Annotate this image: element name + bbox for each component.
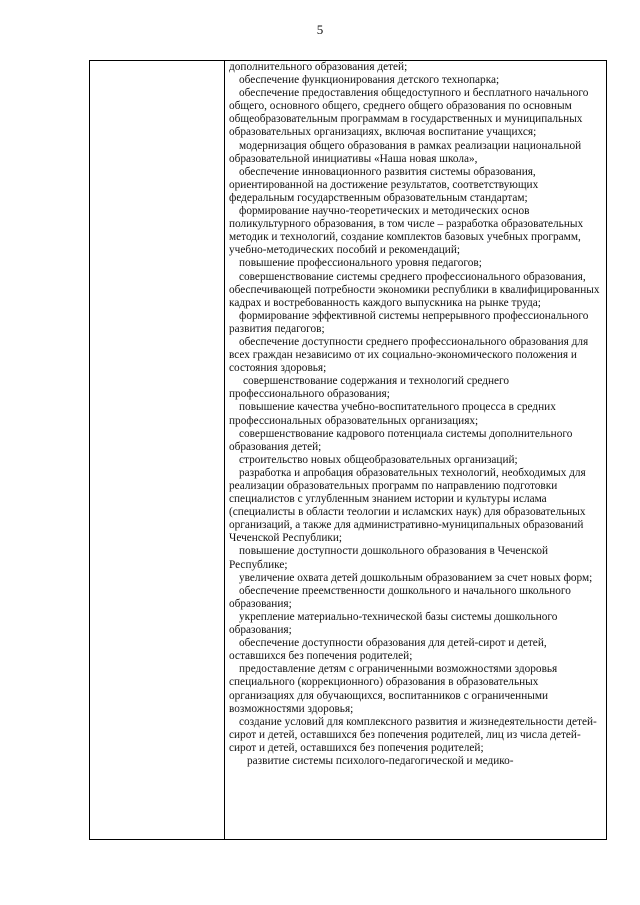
- paragraph: обеспечение доступности среднего профессионального образования для всех граждан независимо от их социально-экономического положения и состояния здоровья;: [229, 335, 589, 375]
- paragraph: обеспечение инновационного развития системы образования, ориентированной на достижение результатов, соответствующих федеральным государственным образовательным стандартам;: [229, 165, 539, 204]
- paragraph: строительство новых общеобразовательных организаций;: [239, 453, 518, 466]
- paragraph: совершенствование системы среднего профессионального образования, обеспечивающей потребности экономики республики в квалифицированных кадрах и востребованность каждого выпускника на рынке труда;: [229, 270, 600, 309]
- paragraph: развитие системы психолого-педагогической и медико-: [247, 754, 514, 767]
- paragraph: обеспечение доступности образования для детей-сирот и детей, оставшихся без попечения родителей;: [229, 637, 547, 663]
- paragraph: предоставление детям с ограниченными возможностями здоровья специального (коррекционного) образования в образовательных организациях для обучающихся, воспитанников с ограниченными возможностями здоровья;: [229, 663, 558, 715]
- table-left-column: [90, 61, 225, 839]
- paragraph: формирование научно-теоретических и методических основ поликультурного образования, в том числе – разработка образовательных методик и технологий, создание комплектов базовых учебных программ, учебно-методических пособий и рекомендаций;: [229, 205, 584, 257]
- paragraph: повышение профессионального уровня педагогов;: [239, 257, 482, 270]
- paragraph: совершенствование содержания и технологий среднего профессионального образования;: [229, 375, 510, 401]
- paragraph: увеличение охвата детей дошкольным образованием за счет новых форм;: [239, 571, 593, 584]
- paragraph: повышение доступности дошкольного образования в Чеченской Республике;: [229, 545, 549, 571]
- paragraph: обеспечение предоставления общедоступного и бесплатного начального общего, основного общего, среднего общего образования по основным общеобразовательным программам в государственных и муниципальных образовательных организациях, включая воспитание учащихся;: [229, 87, 589, 139]
- table-right-column: [225, 61, 606, 839]
- paragraph: повышение качества учебно-воспитательного процесса в средних профессиональных образовательных организациях;: [229, 401, 556, 427]
- paragraph: модернизация общего образования в рамках реализации национальной образовательной инициативы «Наша новая школа»,: [229, 139, 582, 165]
- paragraph: создание условий для комплексного развития и жизнедеятельности детей-сирот и детей, оставшихся без попечения родителей, лиц из числа детей-сирот и детей, оставшихся без попечения родителей;: [229, 715, 597, 754]
- paragraph: обеспечение функционирования детского технопарка;: [239, 74, 500, 87]
- paragraph: формирование эффективной системы непрерывного профессионального развития педагогов;: [229, 309, 589, 335]
- paragraph: дополнительного образования детей;: [229, 61, 408, 73]
- document-table: [89, 60, 607, 840]
- page-number: 5: [316, 22, 324, 37]
- paragraph: разработка и апробация образовательных технологий, необходимых для реализации образовательных программ по направлению подготовки специалистов с углубленным знанием истории и культуры ислама (специалисты в области теологии и исламских наук) для образовательных организаций, а также для административно-муниципальных образований Чеченской Республики;: [229, 466, 586, 545]
- paragraph: укрепление материально-технической базы системы дошкольного образования;: [229, 610, 558, 637]
- paragraph: совершенствование кадрового потенциала системы дополнительного образования детей;: [229, 427, 573, 453]
- paragraph: обеспечение преемственности дошкольного и начального школьного образования;: [229, 584, 571, 610]
